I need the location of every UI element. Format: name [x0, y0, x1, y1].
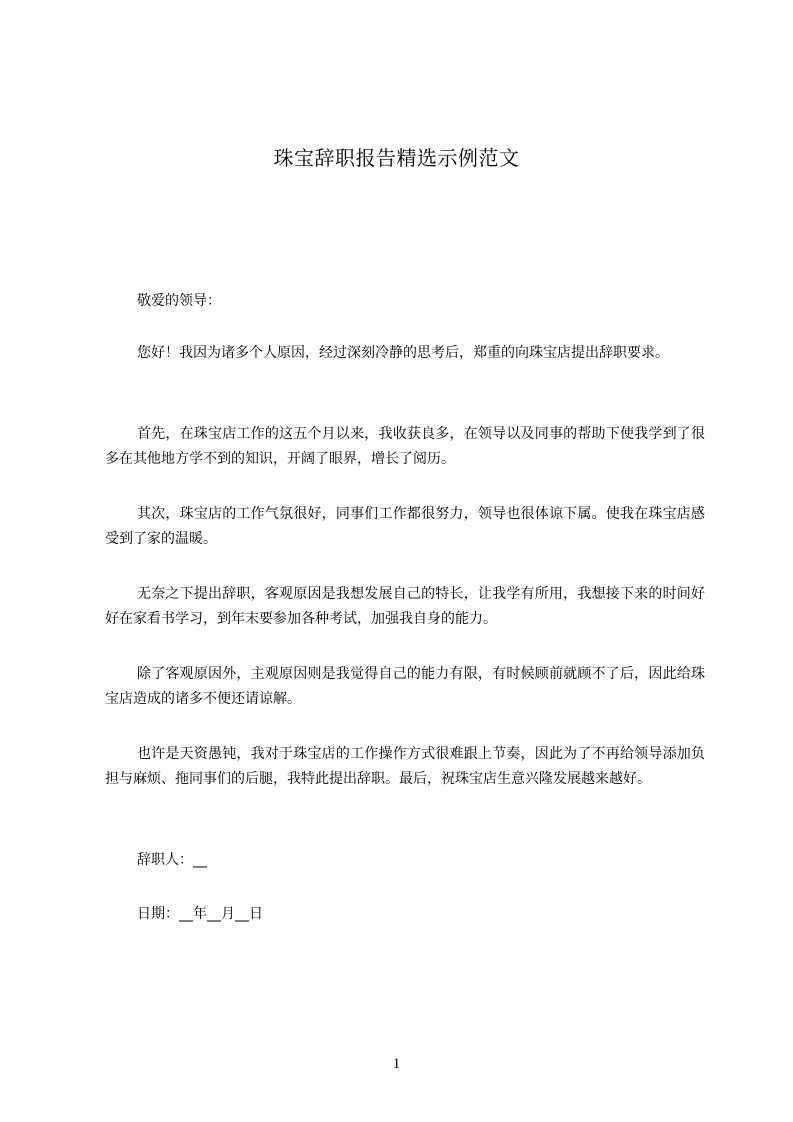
paragraph-3: 其次，珠宝店的工作气氛很好，同事们工作都很努力，领导也很体谅下属。使我在珠宝店感受到了家的温暖。 — [105, 506, 705, 547]
signer-line: 辞职人：__ — [137, 852, 207, 868]
paragraph-5: 除了客观原因外，主观原因则是我觉得自己的能力有限，有时候顾前就顾不了后，因此给珠宝店造成的诸多不便还请谅解。 — [105, 666, 705, 707]
paragraph-6: 也许是天资愚钝，我对于珠宝店的工作操作方式很难跟上节奏，因此为了不再给领导添加负担与麻烦、拖同事们的后腿，我特此提出辞职。最后，祝珠宝店生意兴隆发展越来越好。 — [105, 746, 705, 787]
salutation: 敬爱的领导： — [137, 293, 221, 309]
paragraph-4: 无奈之下提出辞职，客观原因是我想发展自己的特长，让我学有所用，我想接下来的时间好好在家看书学习，到年末要参加各种考试，加强我自身的能力。 — [105, 586, 705, 627]
page-number: 1 — [392, 1056, 401, 1072]
document-title: 珠宝辞职报告精选示例范文 — [273, 146, 520, 170]
paragraph-2: 首先，在珠宝店工作的这五个月以来，我收获良多，在领导以及同事的帮助下使我学到了很多在其他地方学不到的知识，开阔了眼界，增长了阅历。 — [105, 426, 705, 467]
paragraph-1: 您好！我因为诸多个人原因，经过深刻冷静的思考后，郑重的向珠宝店提出辞职要求。 — [137, 345, 669, 361]
date-line: 日期：__年__月__日 — [137, 906, 263, 922]
